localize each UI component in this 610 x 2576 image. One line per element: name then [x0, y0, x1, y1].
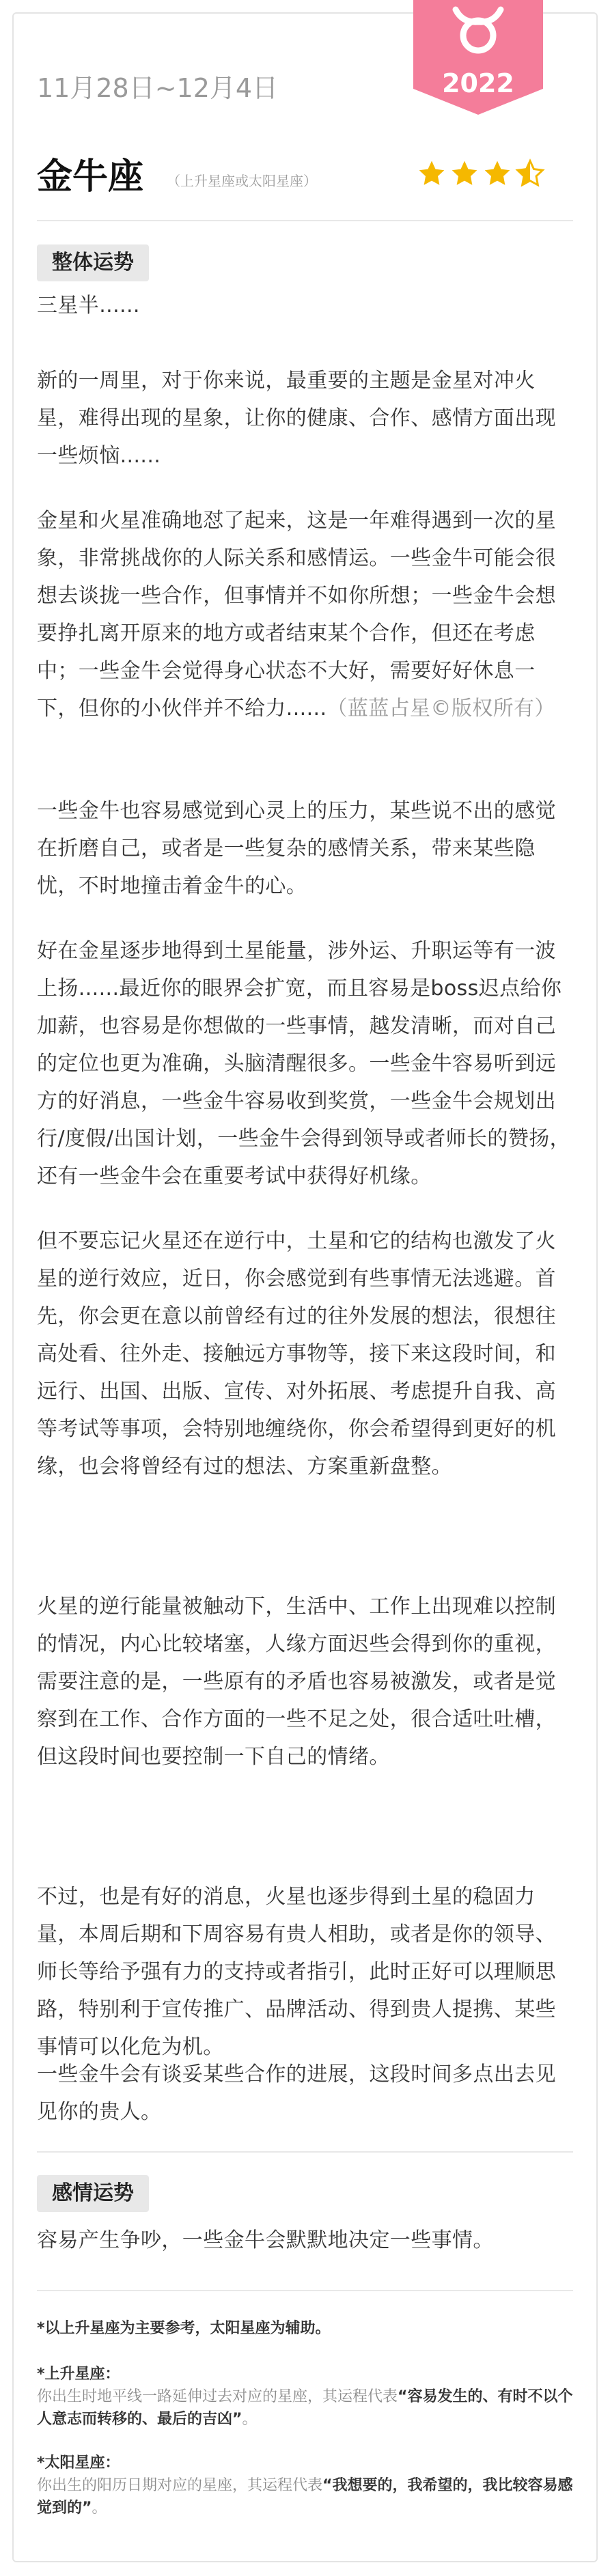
overall-paragraph-5: 但不要忘记火星还在逆行中，土星和它的结构也激发了火星的逆行效应，近日，你会感觉到有些事情无法逃避。首先，你会更在意以前曾经有过的往外发展的想法，很想往高处看、往外走、接触远方事物等，接下来这段时间，和远行、出国、出版、宣传、对外拓展、考虑提升自我、高等考试等事项，会特别地缠绕你，你会希望得到更好的机缘，也会将曾经有过的想法、方案重新盘整。: [37, 1229, 556, 1479]
notes-rising-quote: “容易发生的、有时不以个人意志而转移的、最后的吉凶”: [37, 2388, 573, 2428]
overall-paragraph-4: 好在金星逐步地得到土星能量，涉外运、升职运等有一波上扬......最近你的眼界会扩宽，而且容易是boss迟点给你加薪，也容易是你想做的一些事情，越发清晰，而对自己的定位也更为准确，头脑清醒很多。一些金牛容易听到远方的好消息，一些金牛容易收到奖赏，一些金牛会规划出行/度假/出国计划，一些金牛会得到领导或者师长的赞扬，还有一些金牛会在重要考试中获得好机缘。: [37, 939, 571, 1188]
overall-paragraph-7: 不过，也是有好的消息，火星也逐步得到土星的稳固力量，本周后期和下周容易有贵人相助，或者是你的领导、师长等给予强有力的支持或者指引，此时正好可以理顺思路，特别利于宣传推广、品牌活动、得到贵人提携、某些事情可以化危为机。: [37, 1885, 556, 2059]
year-label: 2022: [442, 68, 514, 98]
notes-main: *以上升星座为主要参考，太阳星座为辅助。: [37, 2320, 331, 2337]
star-full-icon: [482, 158, 512, 188]
star-full-icon: [417, 158, 447, 188]
notes-sun-desc: 你出生的阳历日期对应的星座，其运程代表: [37, 2477, 323, 2494]
notes-sun-end: 。: [92, 2500, 107, 2517]
overall-paragraph-2: [37, 502, 577, 727]
section-divider: [37, 2151, 573, 2153]
star-half-icon: [515, 158, 545, 188]
overall-rating-text: 三星半......: [37, 294, 140, 318]
star-rating: [417, 158, 545, 193]
overall-tag: 整体运势: [37, 244, 149, 281]
sign-title: 金牛座: [37, 156, 144, 197]
love-paragraph-1: 容易产生争吵，一些金牛会默默地决定一些事情。: [37, 2228, 494, 2252]
overall-paragraph-8: 一些金牛会有谈妥某些合作的进展，这段时间多点出去见见你的贵人。: [37, 2062, 556, 2124]
notes-divider: [37, 2290, 573, 2291]
overall-paragraph-3: 一些金牛也容易感觉到心灵上的压力，某些说不出的感觉在折磨自己，或者是一些复杂的感情关系，带来某些隐忧，不时地撞击着金牛的心。: [37, 799, 556, 898]
notes-sun: [37, 2452, 577, 2519]
overall-paragraph-6: 火星的逆行能量被触动下，生活中、工作上出现难以控制的情况，内心比较堵塞，人缘方面迟些会得到你的重视，需要注意的是，一些原有的矛盾也容易被激发，或者是觉察到在工作、合作方面的一些不足之处，很合适吐吐槽，但这段时间也要控制一下自己的情绪。: [37, 1595, 556, 1769]
notes-sun-quote: “我想要的，我希望的，我比较容易感觉到的”: [37, 2477, 573, 2517]
year-badge: [413, 0, 543, 115]
star-full-icon: [449, 158, 480, 188]
notes-rising-end: 。: [242, 2411, 258, 2428]
header-divider: [37, 220, 573, 221]
date-range: 11月28日~12月4日: [37, 73, 279, 103]
notes-rising-desc: 你出生时地平线一路延伸过去对应的星座，其运程代表: [37, 2388, 398, 2405]
notes-rising: [37, 2363, 577, 2431]
love-tag: 感情运势: [37, 2175, 149, 2212]
overall-paragraph-2-text: 金星和火星准确地怼了起来，这是一年难得遇到一次的星象，非常挑战你的人际关系和感情运。一些金牛可能会很想去谈拢一些合作，但事情并不如你所想；一些金牛会想要挣扎离开原来的地方或者结束某个合作，但还在考虑中；一些金牛会觉得身心状态不大好，需要好好休息一下，但你的小伙伴并不给力......: [37, 509, 556, 720]
copyright-credit: （蓝蓝占星©版权所有）: [327, 697, 555, 720]
notes-sun-title: *太阳星座：: [37, 2454, 120, 2472]
sign-subtitle: （上升星座或太阳星座）: [167, 173, 317, 189]
notes-rising-title: *上升星座：: [37, 2366, 120, 2383]
overall-paragraph-1: 新的一周里，对于你来说，最重要的主题是金星对冲火星，难得出现的星象，让你的健康、合作、感情方面出现一些烦恼......: [37, 369, 556, 468]
